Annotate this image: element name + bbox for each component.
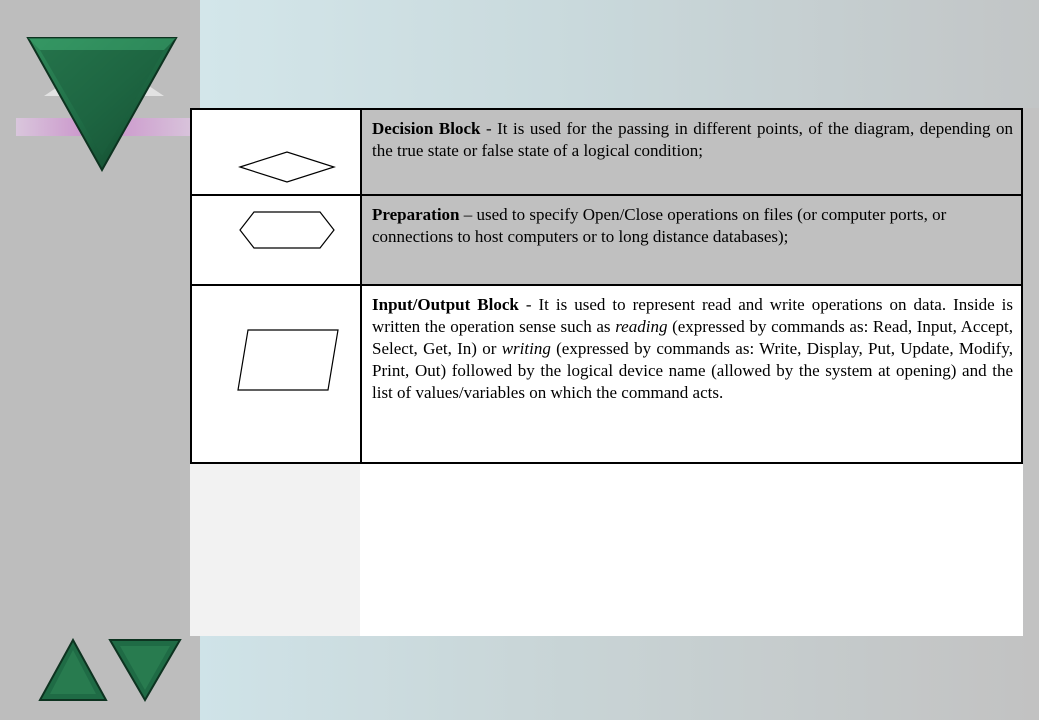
green-gem-triangle-icon [14,36,200,172]
flowchart-blocks-table [190,108,1023,464]
block-description-part: (expressed by commands as: Write, Display, Put, Update, Modify, Print, Out) followed by the logical device name (allowed by the system at opening) and the list of values/variables on which the command acts. [372,339,1013,402]
block-term: Input/Output Block [372,295,519,314]
shape-cell [191,195,361,285]
green-gem-up-icon [38,638,108,702]
green-gem-down-icon [108,638,182,702]
description-cell [361,285,1022,463]
hexagon-preparation-icon [238,210,336,250]
shape-cell [191,109,361,195]
block-description-part: (expressed by commands as: Read, Input, Accept, Select, Get, In) or [372,317,1014,358]
block-description: – used to specify Open/Close operations on files (or computer ports, or connections to host computers or to long distance databases); [372,205,947,246]
block-term: Preparation [372,205,460,224]
table-row [191,285,1022,463]
block-description: - It is used for the passing in different points, of the diagram, depending on the true state or false state of a logical condition; [372,119,1014,160]
table-row [191,109,1022,195]
description-cell [361,109,1022,195]
block-term: Decision Block [372,119,481,138]
emphasis-writing: writing [501,339,551,358]
block-description-part: - It is used to represent read and write operations on data. Inside is written the operation sense such as [372,295,1013,336]
table-row [191,195,1022,285]
parallelogram-io-icon [236,328,340,392]
shape-cell [191,285,361,463]
description-cell [361,195,1022,285]
top-background-band [200,0,1039,108]
flowchart-blocks-panel [190,108,1023,636]
emphasis-reading: reading [615,317,668,336]
diamond-decision-icon [238,150,336,184]
